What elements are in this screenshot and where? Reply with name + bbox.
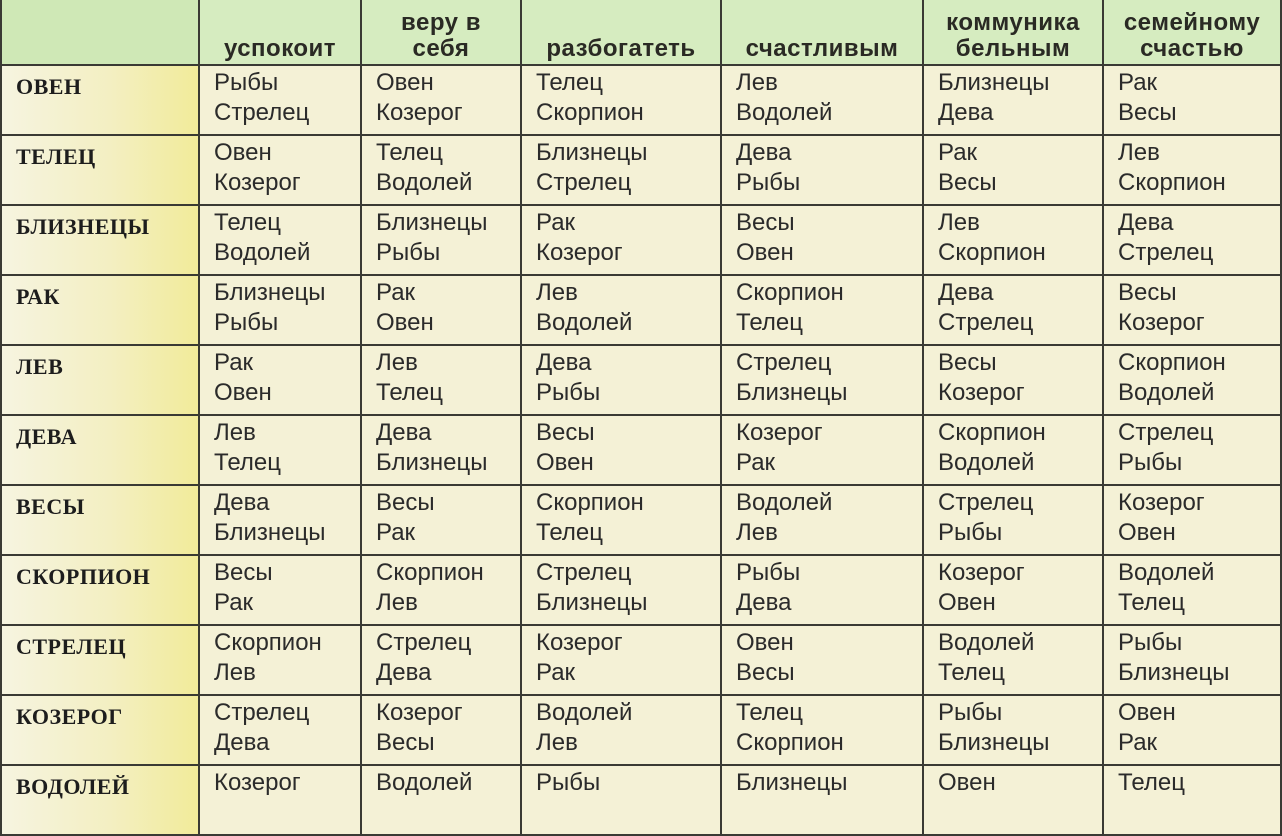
compatibility-cell [361, 345, 521, 415]
compatibility-cell [361, 205, 521, 275]
compatible-sign: Рыбы [938, 699, 1003, 726]
zodiac-sign-label: СКОРПИОН [1, 555, 199, 625]
compatible-sign: Рак [376, 519, 416, 546]
column-header-line: семейному [1123, 9, 1261, 36]
compatible-sign: Стрелец [214, 99, 310, 126]
compatible-sign: Дева [376, 419, 432, 446]
compatible-sign: Козерог [536, 629, 623, 656]
compatible-sign: Скорпион [1118, 169, 1226, 196]
compatible-sign: Весы [736, 659, 795, 686]
compatibility-cell [1103, 275, 1281, 345]
compatible-sign: Козерог [1118, 489, 1205, 516]
compatible-sign: Стрелец [938, 489, 1034, 516]
compatible-sign: Овен [214, 139, 272, 166]
compatible-sign: Лев [214, 419, 256, 446]
compatibility-cell [1103, 65, 1281, 135]
header-row [1, 0, 1281, 65]
compatible-sign: Близнецы [938, 69, 1050, 96]
table-row [1, 65, 1281, 135]
zodiac-sign-label: ЛЕВ [1, 345, 199, 415]
compatibility-cell [923, 555, 1103, 625]
compatible-sign: Близнецы [938, 729, 1050, 756]
compatible-sign: Лев [214, 659, 256, 686]
compatibility-cell [199, 765, 361, 835]
table-row [1, 485, 1281, 555]
compatible-sign: Рыбы [938, 519, 1003, 546]
table-row [1, 555, 1281, 625]
compatible-sign: Стрелец [536, 559, 632, 586]
column-header-line: разбогатеть [546, 35, 696, 62]
compatibility-cell [199, 65, 361, 135]
compatible-sign: Овен [938, 589, 996, 616]
table-row [1, 695, 1281, 765]
compatible-sign: Телец [938, 659, 1005, 686]
compatible-sign: Лев [376, 349, 418, 376]
compatible-sign: Рак [1118, 69, 1158, 96]
zodiac-sign-label: РАК [1, 275, 199, 345]
table-row [1, 765, 1281, 835]
column-header-line: коммуника [946, 9, 1080, 36]
compatible-sign: Рыбы [376, 239, 441, 266]
compatible-sign: Лев [536, 279, 578, 306]
compatible-sign: Весы [1118, 279, 1177, 306]
compatible-sign: Телец [736, 699, 803, 726]
compatible-sign: Весы [938, 169, 997, 196]
compatible-sign: Телец [536, 69, 603, 96]
compatibility-cell [1103, 415, 1281, 485]
compatible-sign: Дева [1118, 209, 1174, 236]
compatible-sign: Козерог [376, 699, 463, 726]
compatibility-cell [721, 415, 923, 485]
compatible-sign: Козерог [1118, 309, 1205, 336]
compatibility-cell [1103, 555, 1281, 625]
compatibility-cell [199, 695, 361, 765]
compatible-sign: Близнецы [1118, 659, 1230, 686]
compatible-sign: Водолей [736, 99, 833, 126]
compatibility-cell [361, 555, 521, 625]
compatible-sign: Телец [376, 379, 443, 406]
table-row [1, 135, 1281, 205]
compatibility-cell [923, 135, 1103, 205]
compatible-sign: Рак [214, 589, 254, 616]
compatibility-cell [199, 625, 361, 695]
table-body [1, 65, 1281, 835]
compatible-sign: Дева [376, 659, 432, 686]
compatible-sign: Козерог [376, 99, 463, 126]
compatible-sign: Козерог [736, 419, 823, 446]
compatibility-cell [521, 695, 721, 765]
compatible-sign: Телец [376, 139, 443, 166]
table-row [1, 625, 1281, 695]
compatibility-cell [361, 625, 521, 695]
compatible-sign: Лев [938, 209, 980, 236]
compatible-sign: Близнецы [536, 589, 648, 616]
compatibility-cell [361, 485, 521, 555]
compatible-sign: Водолей [376, 769, 473, 796]
column-header [923, 0, 1103, 65]
compatible-sign: Скорпион [1118, 349, 1226, 376]
compatible-sign: Лев [736, 519, 778, 546]
compatibility-cell [361, 135, 521, 205]
compatible-sign: Рак [1118, 729, 1158, 756]
compatible-sign: Лев [536, 729, 578, 756]
column-header-line: себя [412, 35, 470, 62]
compatible-sign: Рыбы [736, 169, 801, 196]
compatible-sign: Водолей [938, 629, 1035, 656]
compatible-sign: Водолей [1118, 559, 1215, 586]
compatible-sign: Козерог [214, 169, 301, 196]
compatibility-cell [721, 485, 923, 555]
compatible-sign: Скорпион [736, 279, 844, 306]
compatible-sign: Телец [736, 309, 803, 336]
compatibility-cell [923, 205, 1103, 275]
compatible-sign: Телец [536, 519, 603, 546]
compatible-sign: Водолей [214, 239, 311, 266]
column-header [1103, 0, 1281, 65]
column-header [521, 0, 721, 65]
compatible-sign: Близнецы [736, 769, 848, 796]
zodiac-sign-label: ОВЕН [1, 65, 199, 135]
column-header [721, 0, 923, 65]
compatible-sign: Скорпион [938, 419, 1046, 446]
compatible-sign: Рак [376, 279, 416, 306]
compatible-sign: Скорпион [536, 99, 644, 126]
compatibility-cell [1103, 765, 1281, 835]
compatibility-cell [361, 275, 521, 345]
compatibility-cell [1103, 695, 1281, 765]
compatible-sign: Скорпион [536, 489, 644, 516]
compatible-sign: Близнецы [214, 519, 326, 546]
compatible-sign: Телец [214, 449, 281, 476]
compatible-sign: Стрелец [536, 169, 632, 196]
zodiac-sign-label: ВОДОЛЕЙ [1, 765, 199, 835]
zodiac-sign-label: ДЕВА [1, 415, 199, 485]
compatibility-cell [199, 205, 361, 275]
compatibility-cell [521, 555, 721, 625]
compatible-sign: Близнецы [376, 209, 488, 236]
zodiac-sign-label: ТЕЛЕЦ [1, 135, 199, 205]
table-row [1, 415, 1281, 485]
column-header-line: веру в [401, 9, 481, 36]
compatibility-cell [923, 275, 1103, 345]
compatibility-cell [923, 765, 1103, 835]
compatible-sign: Рыбы [214, 69, 279, 96]
compatibility-cell [923, 65, 1103, 135]
compatibility-cell [923, 625, 1103, 695]
compatible-sign: Скорпион [938, 239, 1046, 266]
compatible-sign: Водолей [536, 699, 633, 726]
compatibility-cell [521, 135, 721, 205]
compatible-sign: Весы [736, 209, 795, 236]
compatibility-cell [521, 275, 721, 345]
compatibility-cell [361, 415, 521, 485]
compatible-sign: Весы [1118, 99, 1177, 126]
compatible-sign: Стрелец [214, 699, 310, 726]
compatible-sign: Дева [536, 349, 592, 376]
compatibility-cell [199, 345, 361, 415]
header-corner [1, 0, 199, 65]
compatible-sign: Лев [1118, 139, 1160, 166]
compatible-sign: Овен [736, 629, 794, 656]
compatible-sign: Стрелец [1118, 419, 1214, 446]
compatibility-cell [521, 415, 721, 485]
compatible-sign: Водолей [376, 169, 473, 196]
compatibility-cell [199, 485, 361, 555]
compatibility-cell [199, 555, 361, 625]
compatible-sign: Козерог [536, 239, 623, 266]
compatibility-cell [199, 135, 361, 205]
compatible-sign: Скорпион [214, 629, 322, 656]
compatible-sign: Овен [736, 239, 794, 266]
compatible-sign: Телец [1118, 769, 1185, 796]
compatible-sign: Козерог [214, 769, 301, 796]
compatible-sign: Близнецы [376, 449, 488, 476]
compatibility-cell [361, 695, 521, 765]
compatibility-cell [199, 275, 361, 345]
compatible-sign: Овен [536, 449, 594, 476]
compatibility-cell [721, 275, 923, 345]
compatible-sign: Весы [536, 419, 595, 446]
compatibility-cell [721, 555, 923, 625]
compatible-sign: Дева [736, 589, 792, 616]
compatibility-cell [923, 345, 1103, 415]
compatibility-cell [521, 205, 721, 275]
zodiac-sign-label: БЛИЗНЕЦЫ [1, 205, 199, 275]
column-header-line: бельным [955, 35, 1071, 62]
zodiac-sign-label: ВЕСЫ [1, 485, 199, 555]
compatibility-cell [721, 625, 923, 695]
compatible-sign: Козерог [938, 379, 1025, 406]
compatibility-cell [521, 765, 721, 835]
compatible-sign: Дева [938, 279, 994, 306]
compatibility-cell [721, 205, 923, 275]
compatible-sign: Дева [214, 729, 270, 756]
compatible-sign: Козерог [938, 559, 1025, 586]
compatible-sign: Близнецы [536, 139, 648, 166]
compatible-sign: Овен [376, 309, 434, 336]
compatible-sign: Рак [736, 449, 776, 476]
compatibility-cell [1103, 345, 1281, 415]
zodiac-sign-label: КОЗЕРОГ [1, 695, 199, 765]
table-row [1, 275, 1281, 345]
compatible-sign: Водолей [536, 309, 633, 336]
compatibility-cell [721, 345, 923, 415]
table-row [1, 345, 1281, 415]
compatibility-cell [1103, 205, 1281, 275]
compatible-sign: Стрелец [938, 309, 1034, 336]
compatible-sign: Рыбы [1118, 629, 1183, 656]
column-header-line: успокоит [223, 35, 337, 62]
column-header [361, 0, 521, 65]
compatible-sign: Близнецы [736, 379, 848, 406]
compatibility-cell [361, 65, 521, 135]
compatible-sign: Стрелец [736, 349, 832, 376]
compatible-sign: Весы [376, 489, 435, 516]
compatible-sign: Лев [736, 69, 778, 96]
compatible-sign: Овен [376, 69, 434, 96]
column-header-line: счастливым [745, 35, 899, 62]
compatible-sign: Весы [376, 729, 435, 756]
compatibility-cell [361, 765, 521, 835]
compatibility-cell [521, 345, 721, 415]
table-row [1, 205, 1281, 275]
compatibility-cell [521, 65, 721, 135]
compatible-sign: Близнецы [214, 279, 326, 306]
compatible-sign: Рыбы [214, 309, 279, 336]
compatible-sign: Лев [376, 589, 418, 616]
compatible-sign: Овен [938, 769, 996, 796]
table-header [1, 0, 1281, 65]
compatible-sign: Дева [214, 489, 270, 516]
compatible-sign: Рыбы [1118, 449, 1183, 476]
compatible-sign: Телец [1118, 589, 1185, 616]
compatibility-cell [1103, 135, 1281, 205]
compatible-sign: Рак [938, 139, 978, 166]
compatible-sign: Рак [536, 209, 576, 236]
compatible-sign: Скорпион [376, 559, 484, 586]
compatible-sign: Стрелец [376, 629, 472, 656]
compatible-sign: Весы [938, 349, 997, 376]
compatibility-cell [721, 765, 923, 835]
compatibility-cell [721, 695, 923, 765]
compatible-sign: Овен [214, 379, 272, 406]
compatible-sign: Рак [214, 349, 254, 376]
compatible-sign: Дева [938, 99, 994, 126]
compatibility-cell [721, 135, 923, 205]
compatible-sign: Овен [1118, 699, 1176, 726]
compatibility-cell [923, 695, 1103, 765]
compatible-sign: Водолей [1118, 379, 1215, 406]
compatible-sign: Скорпион [736, 729, 844, 756]
compatible-sign: Телец [214, 209, 281, 236]
compatible-sign: Овен [1118, 519, 1176, 546]
compatibility-cell [923, 415, 1103, 485]
zodiac-sign-label: СТРЕЛЕЦ [1, 625, 199, 695]
compatible-sign: Рыбы [536, 769, 601, 796]
compatibility-cell [521, 625, 721, 695]
compatibility-cell [1103, 625, 1281, 695]
compatibility-cell [521, 485, 721, 555]
compatible-sign: Рак [536, 659, 576, 686]
column-header-line: счастью [1140, 35, 1244, 62]
compatible-sign: Водолей [938, 449, 1035, 476]
compatibility-cell [923, 485, 1103, 555]
compatible-sign: Весы [214, 559, 273, 586]
column-header [199, 0, 361, 65]
compatibility-cell [1103, 485, 1281, 555]
compatible-sign: Водолей [736, 489, 833, 516]
compatibility-cell [721, 65, 923, 135]
compatible-sign: Стрелец [1118, 239, 1214, 266]
compatibility-cell [199, 415, 361, 485]
compatible-sign: Дева [736, 139, 792, 166]
compatible-sign: Рыбы [536, 379, 601, 406]
compatible-sign: Рыбы [736, 559, 801, 586]
